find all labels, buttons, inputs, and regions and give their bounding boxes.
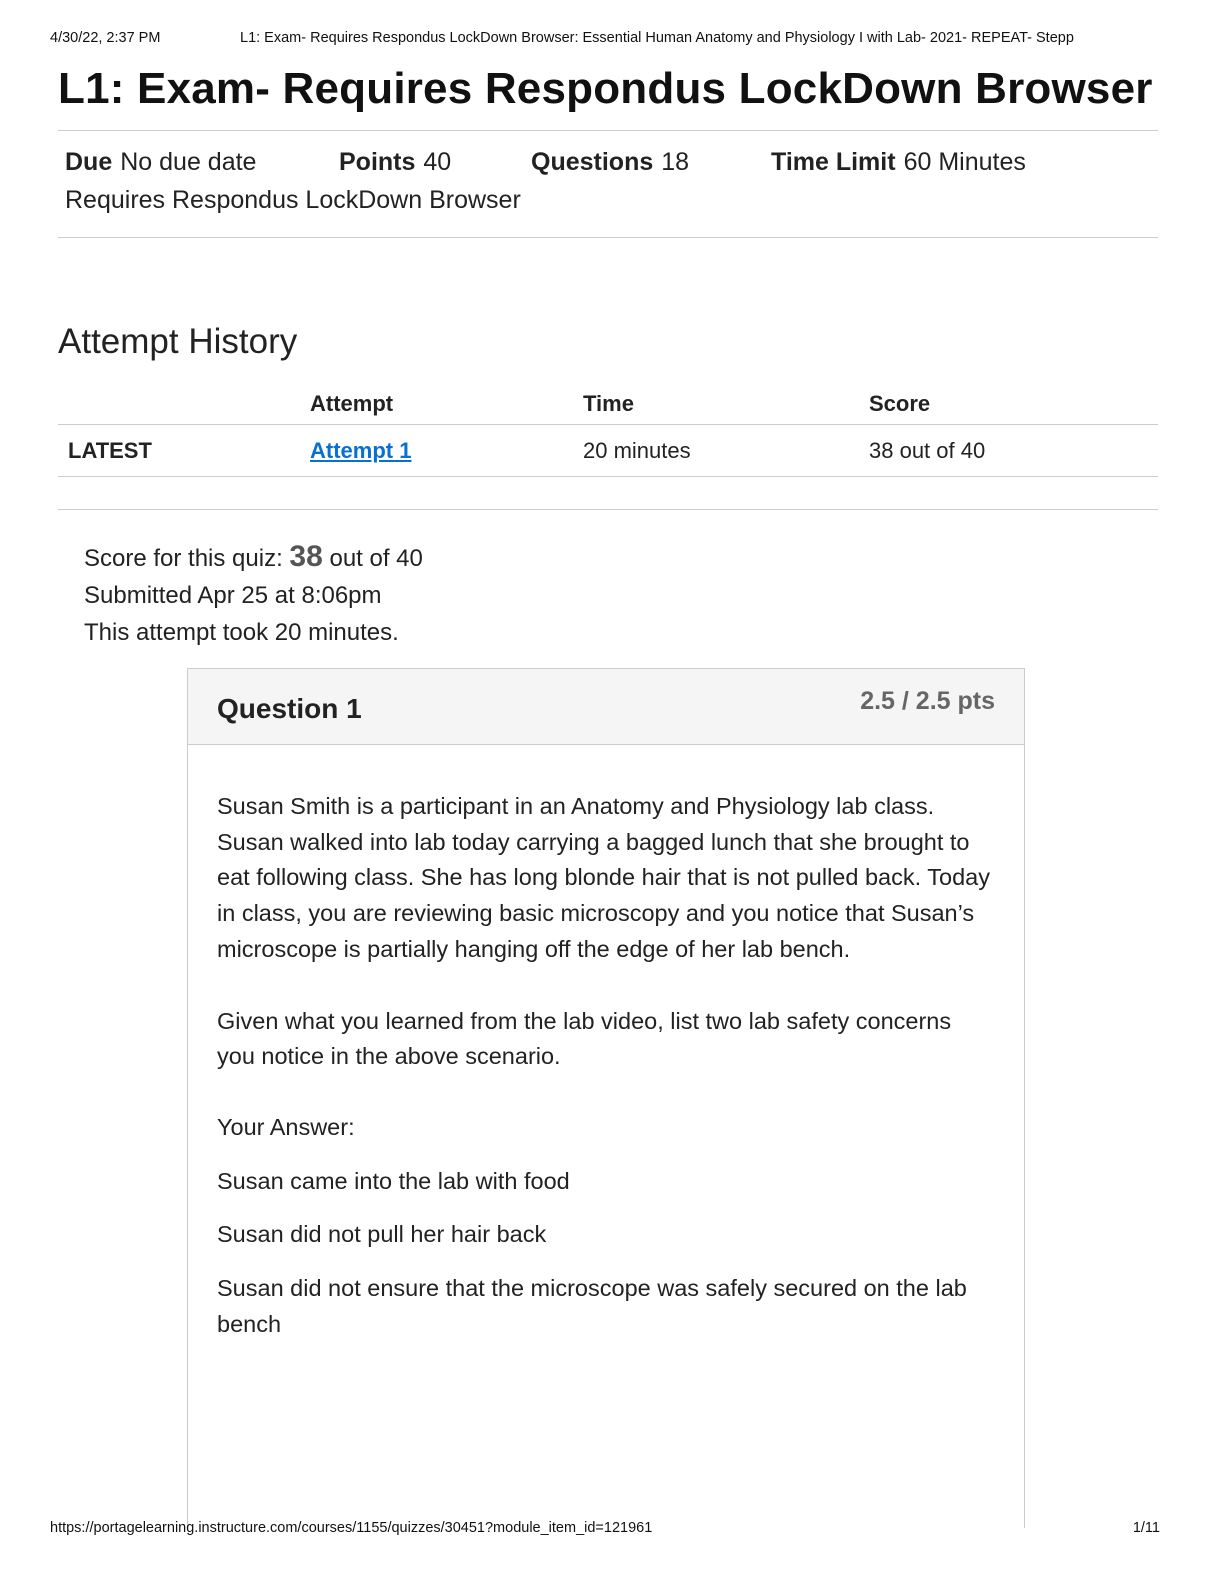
questions-detail: [531, 148, 689, 177]
history-divider: [58, 509, 1158, 510]
quiz-summary: [84, 538, 423, 651]
question-card: [187, 668, 1025, 1528]
score-prefix: Score for this quiz:: [84, 545, 283, 572]
time-limit-value: 60 Minutes: [903, 148, 1026, 176]
question-body: [188, 745, 1024, 1342]
question-instruction: Given what you learned from the lab video, list two lab safety concerns you notice in the above scenario.: [217, 1007, 952, 1070]
score-value: 38: [289, 540, 323, 573]
attempt-history-table: [58, 385, 1158, 477]
attempt-history-title: Attempt History: [58, 322, 298, 361]
points-detail: [339, 148, 451, 177]
submitted-text: Submitted Apr 25 at 8:06pm: [84, 582, 382, 609]
duration-text: This attempt took 20 minutes.: [84, 619, 399, 646]
score-cell: 38 out of 40: [859, 425, 1158, 477]
question-prompt: Susan Smith is a participant in an Anatomy and Physiology lab class. Susan walked into lab today carrying a bagged lunch that she brought to eat following class. She has long blonde hair that is not pulled back. Today in class, you are reviewing basic microscopy and you notice that Susan’s microscope is partially hanging off the edge of her lab bench.: [217, 793, 990, 962]
column-header-attempt: Attempt: [300, 385, 573, 425]
due-detail: [65, 148, 256, 177]
table-header-row: [58, 385, 1158, 425]
column-header-tag: [58, 385, 300, 425]
title-divider: [58, 130, 1158, 131]
answer-label: Your Answer:: [217, 1113, 355, 1140]
answer-item: Susan did not ensure that the microscope was safely secured on the lab bench: [217, 1275, 967, 1337]
lockdown-requirement: Requires Respondus LockDown Browser: [65, 186, 521, 214]
score-suffix: out of 40: [329, 545, 423, 572]
due-value: No due date: [120, 148, 257, 176]
points-value: 40: [423, 148, 452, 176]
time-limit-detail: [771, 148, 1026, 177]
question-title: Question 1: [217, 693, 362, 724]
attempt-1-link[interactable]: Attempt 1: [310, 438, 412, 463]
question-points: 2.5 / 2.5 pts: [860, 687, 995, 715]
time-limit-label: Time Limit: [771, 148, 896, 176]
time-cell: 20 minutes: [573, 425, 859, 477]
details-divider: [58, 237, 1158, 238]
table-row: [58, 425, 1158, 477]
quiz-details: [65, 148, 1155, 215]
column-header-time: Time: [573, 385, 859, 425]
question-header: [188, 669, 1024, 745]
print-document-title: L1: Exam- Requires Respondus LockDown Browser: Essential Human Anatomy and Physiology I with Lab- 2021- REPEAT- Stepp: [240, 30, 1074, 46]
column-header-score: Score: [859, 385, 1158, 425]
page-number: 1/11: [1132, 1520, 1160, 1536]
answer-item: Susan came into the lab with food: [217, 1167, 570, 1194]
latest-tag: LATEST: [58, 425, 300, 477]
due-label: Due: [65, 148, 113, 176]
points-label: Points: [339, 148, 416, 176]
questions-label: Questions: [531, 148, 654, 176]
attempt-cell: [300, 425, 573, 477]
page-title: L1: Exam- Requires Respondus LockDown Browser: [58, 64, 1153, 113]
answer-item: Susan did not pull her hair back: [217, 1221, 547, 1248]
print-datetime: 4/30/22, 2:37 PM: [50, 30, 161, 46]
page-url: https://portagelearning.instructure.com/courses/1155/quizzes/30451?module_item_id=121961: [50, 1520, 653, 1536]
questions-value: 18: [661, 148, 690, 176]
score-summary: [84, 538, 423, 577]
